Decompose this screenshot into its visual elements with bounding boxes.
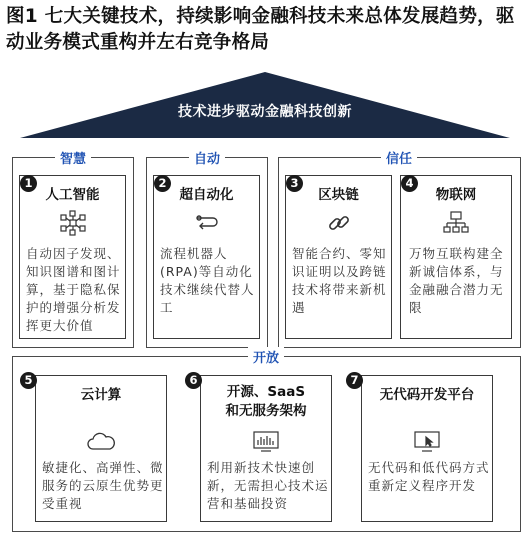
- card-desc: 无代码和低代码方式重新定义程序开发: [368, 460, 490, 493]
- automation-icon: [193, 210, 221, 236]
- card-open-source: [189, 373, 332, 522]
- dashboard-icon: [253, 431, 279, 453]
- group-trust: [278, 152, 521, 348]
- group-open: [12, 351, 521, 532]
- card-iot: [400, 175, 512, 339]
- card-desc: 自动因子发现、知识图谱和图计算，基于隐私保护的增强分析发挥更大价值: [26, 246, 121, 333]
- card-number: 3: [286, 175, 303, 192]
- chain-link-icon: [326, 210, 352, 236]
- card-number: 1: [20, 175, 37, 192]
- card-blockchain: [285, 175, 392, 339]
- card-title: 开源、SaaS和无服务架构: [225, 384, 307, 419]
- card-number: 4: [401, 175, 418, 192]
- group-label-open: 开放: [248, 347, 284, 366]
- roof-label: 技术进步驱动金融科技创新: [178, 104, 352, 120]
- card-ai: [19, 175, 126, 339]
- card-title: 物联网: [435, 187, 477, 203]
- card-number: 6: [185, 372, 202, 389]
- card-number: 7: [346, 372, 363, 389]
- click-screen-icon: [414, 431, 440, 453]
- card-desc: 智能合约、零知识证明以及跨链技术将带来新机遇: [292, 246, 387, 315]
- iot-network-icon: [443, 210, 469, 236]
- cloud-icon: [86, 431, 116, 451]
- card-title: 无代码开发平台: [379, 387, 475, 403]
- card-number: 5: [20, 372, 37, 389]
- card-desc: 万物互联构建全新诚信体系，与金融融合潜力无限: [409, 246, 504, 315]
- card-cloud: [24, 373, 167, 522]
- card-no-code: [350, 373, 493, 522]
- figure-title: 图1 七大关键技术，持续影响金融科技未来总体发展趋势，驱动业务模式重构并左右竞争格局: [6, 6, 515, 53]
- card-desc: 流程机器人(RPA)等自动化技术继续代替人工: [160, 246, 255, 315]
- card-number: 2: [154, 175, 171, 192]
- card-title: 区块链: [318, 187, 359, 203]
- group-label-trust: 信任: [381, 148, 417, 167]
- network-icon: [60, 210, 86, 236]
- card-title: 超自动化: [179, 187, 234, 203]
- group-wisdom: [12, 152, 134, 348]
- card-hyperautomation: [153, 175, 260, 339]
- card-title: 云计算: [80, 387, 122, 403]
- card-desc: 敏捷化、高弹性、微服务的云原生优势更受重视: [42, 460, 164, 511]
- group-automation: [146, 152, 268, 348]
- card-desc: 利用新技术快速创新，无需担心技术运营和基础投资: [207, 460, 329, 511]
- group-label-wisdom: 智慧: [55, 148, 91, 167]
- card-title: 人工智能: [45, 187, 100, 203]
- group-label-automation: 自动: [189, 148, 225, 167]
